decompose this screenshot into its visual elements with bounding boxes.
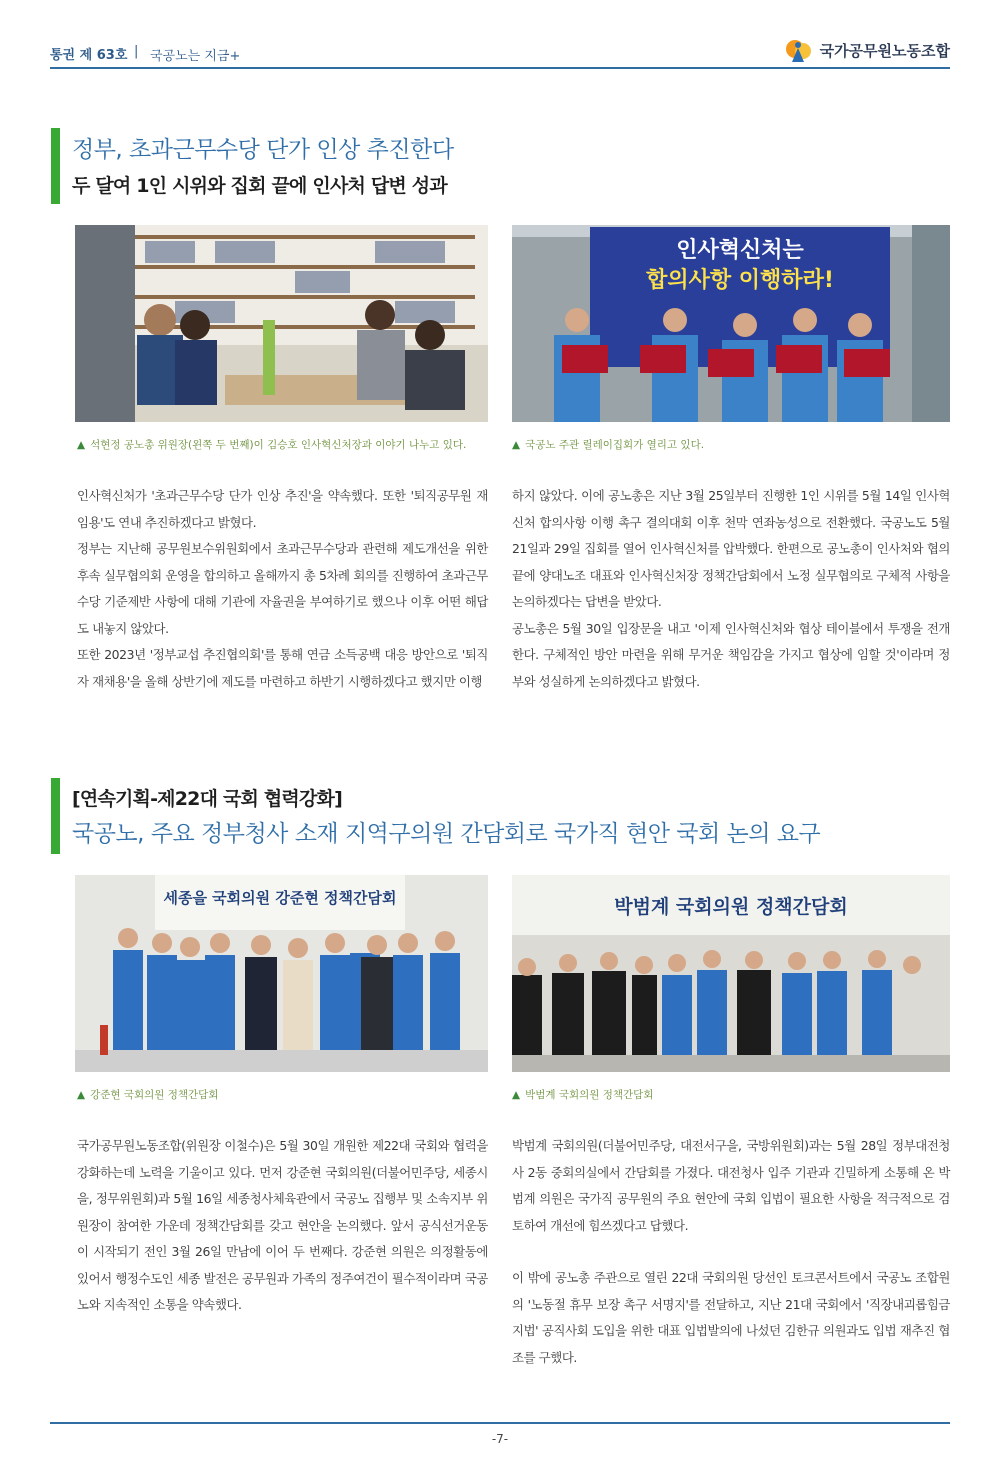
paragraph: 국가공무원노동조합(위원장 이철수)은 5월 30일 개원한 제22대 국회와 협력을 강화하는데 노력을 기울이고 있다. 먼저 강준현 국회의원(더불어민주당, 세종시을, 정무위원회)과 5월 16일 세종청사체육관에서 국공노 집행부 및 소속지부 위원장이 참여한 가운데 정책간담회를 갖고 현안을 논의했다. 앞서 공식선거운동이 시작되기 전인 3월 26일 만남에 이어 두 번째다. 강준현 의원은 의정활동에 있어서 행정수도인 세종 발전은 공무원과 가족의 정주여건이 필수적이라며 국공노와 지속적인 소통을 약속했다. — [77, 1138, 488, 1312]
caption-text: 국공노 주관 릴레이집회가 열리고 있다. — [525, 439, 705, 451]
photo-park-meeting — [512, 875, 950, 1072]
photo-caption-right — [512, 1087, 653, 1102]
issue-number: 통권 제 63호 — [50, 48, 128, 63]
header-separator: | — [134, 44, 139, 59]
banner-line1: 인사혁신처는 — [676, 238, 804, 263]
article1-body-right — [512, 483, 950, 695]
article1-title: 정부, 초과근무수당 단가 인상 추진한다 — [72, 137, 454, 163]
photo-caption-left — [77, 1087, 218, 1102]
paragraph: 하지 않았다. 이에 공노총은 지난 3월 25일부터 진행한 1인 시위를 5월 14일 인사혁신처 합의사항 이행 촉구 결의대회 이후 천막 연좌농성으로 전환했다. 국공노도 5월 21일과 29일 집회를 열어 인사혁신처를 압박했다. 한편으로 공노총이 인사처와 협의 끝에 양대노조 대표와 인사혁신처장 정책간담회에서 노정 실무협의로 구체적 사항을 논의하겠다는 답변을 받았다. — [512, 488, 950, 609]
caption-text: 강준현 국회의원 정책간담회 — [90, 1089, 219, 1101]
heading-accent-bar — [51, 128, 60, 204]
caption-text: 석현정 공노총 위원장(왼쪽 두 번째)이 김승호 인사혁신처장과 이야기 나누고 있다. — [90, 439, 467, 451]
caption-triangle-icon: ▲ — [512, 439, 521, 451]
paragraph: 또한 2023년 '정부교섭 추진협의회'를 통해 연금 소득공백 대응 방안으로 '퇴직자 재채용'을 올해 상반기에 제도를 마련하고 하반기 시행하겠다고 했지만 이행 — [77, 647, 488, 689]
paragraph: 이 밖에 공노총 주관으로 열린 22대 국회의원 당선인 토크콘서트에서 국공노 조합원의 '노동절 휴무 보장 촉구 서명지'를 전달하고, 지난 21대 국회에서 '직장내괴롭힘금지법' 공직사회 도입을 위한 대표 입법발의에 나섰던 김한규 의원과도 입법 재추진 협조를 구했다. — [512, 1270, 950, 1365]
article1-subtitle: 두 달여 1인 시위와 집회 끝에 인사처 답변 성과 — [72, 175, 447, 197]
paragraph-gap — [512, 1239, 950, 1265]
photo-kang-meeting — [75, 875, 488, 1072]
banner-kang: 세종을 국회의원 강준현 정책간담회 — [163, 889, 397, 907]
article2-series-title: [연속기획-제22대 국회 협력강화] — [72, 788, 342, 810]
paragraph: 공노총은 5월 30일 입장문을 내고 '이제 인사혁신처와 협상 테이블에서 투쟁을 전개한다. 구체적인 방안 마련을 위해 무거운 책임감을 가지고 협상에 임할 것'이라며 정부와 성실하게 논의하겠다고 밝혔다. — [512, 620, 950, 689]
section-name: 국공노는 지금+ — [150, 49, 241, 64]
paragraph: 박범계 국회의원(더불어민주당, 대전서구을, 국방위원회)과는 5월 28일 정부대전청사 2동 중회의실에서 간담회를 가졌다. 대전청사 입주 기관과 긴밀하게 소통해 온 박범계 의원은 국가직 공무원의 주요 현안에 국회 입법이 필요한 사항을 적극적으로 검토하여 개선에 힘쓰겠다고 답했다. — [512, 1138, 950, 1233]
photo-library-meeting — [75, 225, 488, 422]
photo-caption-left — [77, 437, 466, 452]
caption-text: 박범계 국회의원 정책간담회 — [525, 1089, 654, 1101]
heading-accent-bar — [51, 778, 60, 854]
footer-rule — [50, 1422, 950, 1424]
banner-park: 박범계 국회의원 정책간담회 — [614, 896, 848, 918]
paragraph: 정부는 지난해 공무원보수위원회에서 초과근무수당과 관련해 제도개선을 위한 후속 실무협의회 운영을 합의하고 올해까지 총 5차례 회의를 진행하여 초과근무수당 기준제반 사항에 대해 기관에 자율권을 부여하기로 했으나 이후 어떤 해답도 내놓지 않았다. — [77, 541, 488, 636]
caption-triangle-icon: ▲ — [77, 439, 86, 451]
page-number: -7- — [491, 1432, 509, 1446]
union-logo-icon — [784, 36, 814, 64]
photo-caption-right — [512, 437, 704, 452]
banner-line2: 합의사항 이행하라! — [646, 268, 834, 293]
org-logo — [784, 36, 950, 64]
article1-body-left — [77, 483, 488, 695]
article2-body-right — [512, 1133, 950, 1371]
photo-relay-rally — [512, 225, 950, 422]
article2-headline: 국공노, 주요 정부청사 소재 지역구의원 간담회로 국가직 현안 국회 논의 요구 — [72, 821, 821, 847]
caption-triangle-icon: ▲ — [512, 1089, 521, 1101]
paragraph: 인사혁신처가 '초과근무수당 단가 인상 추진'을 약속했다. 또한 '퇴직공무원 재임용'도 연내 추진하겠다고 밝혔다. — [77, 488, 488, 530]
header-rule — [50, 67, 950, 69]
caption-triangle-icon: ▲ — [77, 1089, 86, 1101]
org-name: 국가공무원노동조합 — [819, 41, 950, 60]
article2-body-left — [77, 1133, 488, 1319]
